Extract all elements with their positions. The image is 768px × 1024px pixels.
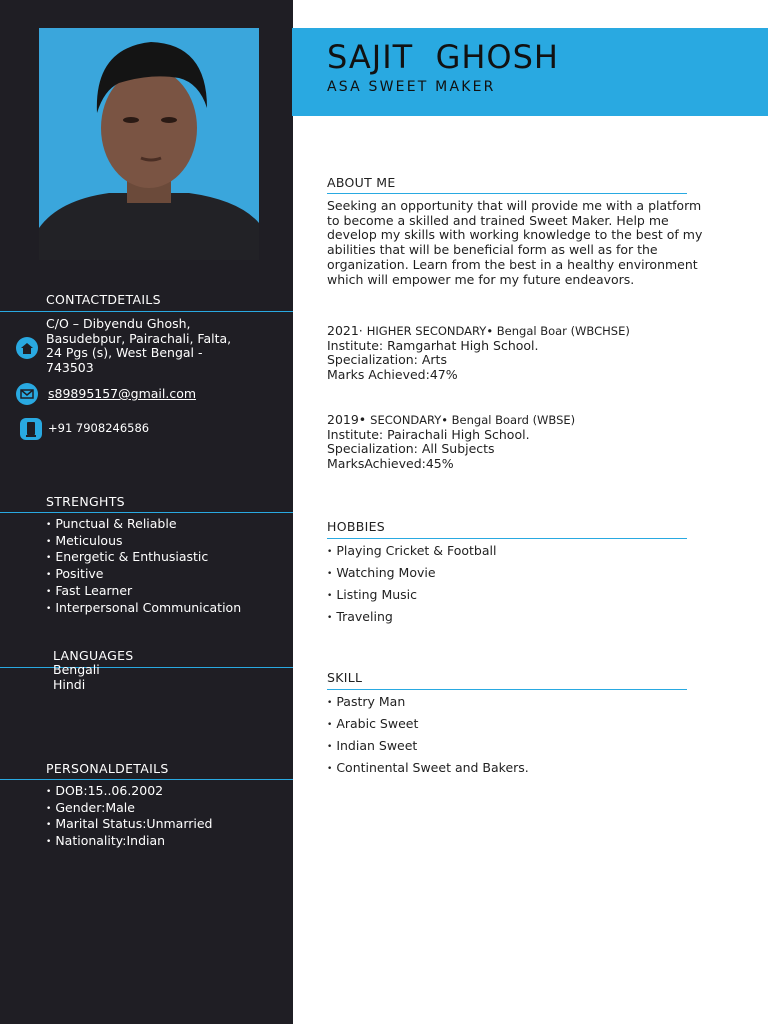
about-line: organization. Learn from the best in a healthy environment xyxy=(327,256,698,272)
contact-divider xyxy=(0,311,293,312)
list-item: • Watching Movie xyxy=(327,563,496,585)
list-item: • Pastry Man xyxy=(327,692,529,714)
list-item: • Gender:Male xyxy=(46,801,212,818)
email-link[interactable]: s89895157@gmail.com xyxy=(48,386,197,401)
languages-heading: LANGUAGES xyxy=(53,648,134,663)
education-level xyxy=(327,413,575,428)
candidate-name: SAJIT GHOSH xyxy=(327,38,559,76)
list-item: • Playing Cricket & Football xyxy=(327,541,496,563)
phone-icon xyxy=(20,418,42,440)
personal-list xyxy=(46,784,212,851)
about-line: to become a skilled and trained Sweet Maker. Help me xyxy=(327,212,669,228)
strengths-divider xyxy=(0,512,293,513)
home-icon xyxy=(16,337,38,359)
skill-list xyxy=(327,692,529,780)
education-institute: Institute: Pairachali High School. xyxy=(327,426,530,442)
languages-list xyxy=(53,663,100,692)
list-item: • Indian Sweet xyxy=(327,736,529,758)
list-item: • Continental Sweet and Bakers. xyxy=(327,758,529,780)
about-line: develop my skills with working knowledge to the best of my xyxy=(327,227,703,243)
list-item: Hindi xyxy=(53,676,86,692)
hobbies-heading: HOBBIES xyxy=(327,519,386,534)
education-entry xyxy=(327,413,575,472)
about-heading: ABOUT ME xyxy=(327,175,396,190)
list-item: • Traveling xyxy=(327,607,496,629)
profile-photo-illustration xyxy=(39,28,259,260)
address-line: Basudebpur, Pairachali, Falta, xyxy=(46,330,232,346)
strengths-list xyxy=(46,517,241,617)
contact-heading: CONTACTDETAILS xyxy=(46,292,161,307)
list-item: • Interpersonal Communication xyxy=(46,601,241,618)
about-line: Seeking an opportunity that will provide me with a platform xyxy=(327,198,702,213)
list-item: • Energetic & Enthusiastic xyxy=(46,550,241,567)
phone-number: +91 7908246586 xyxy=(48,421,150,435)
education-level xyxy=(327,324,630,339)
list-item: • Arabic Sweet xyxy=(327,714,529,736)
education-qualification: SECONDARY• Bengal Board (WBSE) xyxy=(370,413,576,427)
personal-heading: PERSONALDETAILS xyxy=(46,761,169,776)
education-qualification: HIGHER SECONDARY• Bengal Boar (WBCHSE) xyxy=(366,324,630,338)
about-line: abilities that will be beneficial form as well as for the xyxy=(327,242,658,258)
address-line: C/O – Dibyendu Ghosh, xyxy=(46,316,191,331)
education-marks: Marks Achieved:47% xyxy=(327,367,458,383)
profile-photo xyxy=(39,28,259,260)
list-item: • Nationality:Indian xyxy=(46,834,212,851)
education-year: 2019• xyxy=(327,412,371,427)
address-line: 24 Pgs (s), West Bengal - xyxy=(46,345,203,361)
education-marks: MarksAchieved:45% xyxy=(327,456,454,472)
list-item: • Fast Learner xyxy=(46,584,241,601)
about-divider xyxy=(327,193,687,194)
list-item: • DOB:15..06.2002 xyxy=(46,784,212,801)
envelope-icon xyxy=(16,383,38,405)
about-line: which will empower me for my future endeavors. xyxy=(327,271,635,287)
list-item: • Meticulous xyxy=(46,534,241,551)
list-item: • Punctual & Reliable xyxy=(46,517,241,534)
strengths-heading: STRENGHTS xyxy=(46,494,125,509)
education-specialization: Specialization: Arts xyxy=(327,352,447,368)
job-title: ASA SWEET MAKER xyxy=(327,79,496,95)
skill-divider xyxy=(327,689,687,690)
education-specialization: Specialization: All Subjects xyxy=(327,441,495,457)
address-line: 743503 xyxy=(46,360,94,376)
list-item: Bengali xyxy=(53,662,100,677)
personal-divider xyxy=(0,779,293,780)
education-institute: Institute: Ramgarhat High School. xyxy=(327,337,539,353)
hobbies-divider xyxy=(327,538,687,539)
education-entry xyxy=(327,324,630,383)
list-item: • Listing Music xyxy=(327,585,496,607)
languages-divider xyxy=(0,667,293,668)
contact-address xyxy=(46,317,231,376)
list-item: • Marital Status:Unmarried xyxy=(46,817,212,834)
hobbies-list xyxy=(327,541,496,629)
list-item: • Positive xyxy=(46,567,241,584)
education-year: 2021· xyxy=(327,323,367,338)
about-text xyxy=(327,199,702,287)
skill-heading: SKILL xyxy=(327,670,363,685)
